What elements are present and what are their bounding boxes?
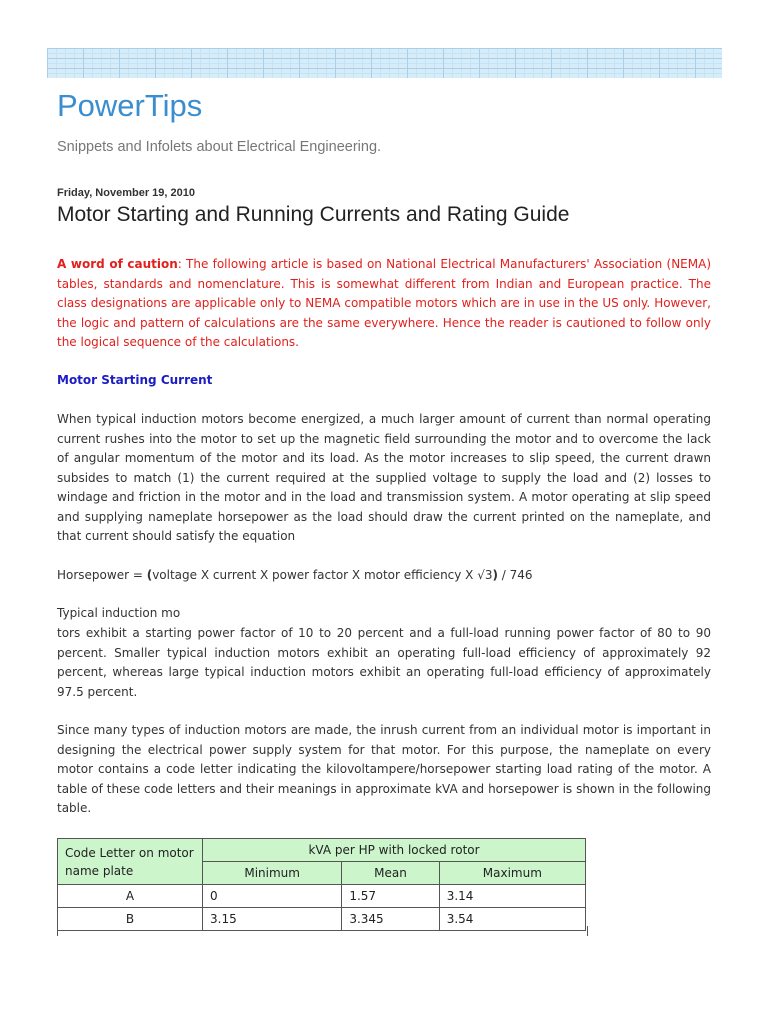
caution-paragraph [57,255,711,353]
blog-description: Snippets and Infolets about Electrical Engineering. [57,139,382,155]
post-title: Motor Starting and Running Currents and Rating Guide [57,203,570,226]
cell-code: A [58,885,203,908]
section-heading: Motor Starting Current [57,373,213,387]
table-header-row [58,839,586,862]
formula-body: voltage X current X power factor X motor efficiency X √3 [152,568,493,582]
table-row [58,885,586,908]
header-mean: Mean [342,862,439,885]
horsepower-formula [57,566,711,586]
cell-mean: 1.57 [342,885,439,908]
blog-header-banner [47,48,722,78]
cell-minimum: 3.15 [203,908,342,931]
header-minimum: Minimum [203,862,342,885]
cell-minimum: 0 [203,885,342,908]
formula-close-paren: ) [492,568,498,582]
paragraph-power-factor-start: Typical induction mo [57,606,181,620]
paragraph-code-letters: Since many types of induction motors are made, the inrush current from an individual motor is important in designing the electrical power supply system for that motor. For this purpose, the nameplate on every motor contains a code letter indicating the kilovoltampere/horsepower starting load rating of the motor. A table of these code letters and their meanings in approximate kVA and horsepower is shown in the following table. [57,723,711,815]
blog-title-link[interactable]: PowerTips [57,88,203,123]
caution-label: A word of caution [57,257,178,271]
paragraph-starting-current: When typical induction motors become energized, a much larger amount of current than normal operating current rushes into the motor to set up the magnetic field surrounding the motor and to overcome the lack of angular momentum of the motor and its load. As the motor increases to slip speed, the current drawn subsides to match (1) the current required at the supplied voltage to supply the load and (2) losses to windage and friction in the motor and in the load and transmission system. A motor operating at slip speed and supplying nameplate horsepower as the load should draw the current printed on the nameplate, and that current should satisfy the equation [57,412,711,543]
header-maximum: Maximum [439,862,585,885]
formula-tail: / 746 [497,568,533,582]
post-date: Friday, November 19, 2010 [57,187,195,199]
code-letter-table [57,838,586,931]
cell-mean: 3.345 [342,908,439,931]
caution-text: : The following article is based on National Electrical Manufacturers' Association (NEMA) tables, standards and nomenclature. This is somewhat different from Indian and European practice. The class designations are applicable only to NEMA compatible motors which are in use in the US only. However, the logic and pattern of calculations are the same everywhere. Hence the reader is cautioned to follow only the logical sequence of the calculations. [57,257,711,349]
paragraph-power-factor: tors exhibit a starting power factor of 10 to 20 percent and a full-load running power factor of 80 to 90 percent. Smaller typical induction motors exhibit an operating full-load efficiency of approximately 92 percent, whereas large typical induction motors exhibit an operating full-load efficiency of approximately 97.5 percent. [57,626,711,699]
cell-maximum: 3.14 [439,885,585,908]
header-code-letter: Code Letter on motor name plate [58,839,203,885]
formula-lhs: Horsepower = [57,568,147,582]
table-cut-edge [57,926,588,936]
cell-maximum: 3.54 [439,908,585,931]
header-kva-group: kVA per HP with locked rotor [203,839,586,862]
cell-code: B [58,908,203,931]
formula-open-paren: ( [146,568,153,582]
